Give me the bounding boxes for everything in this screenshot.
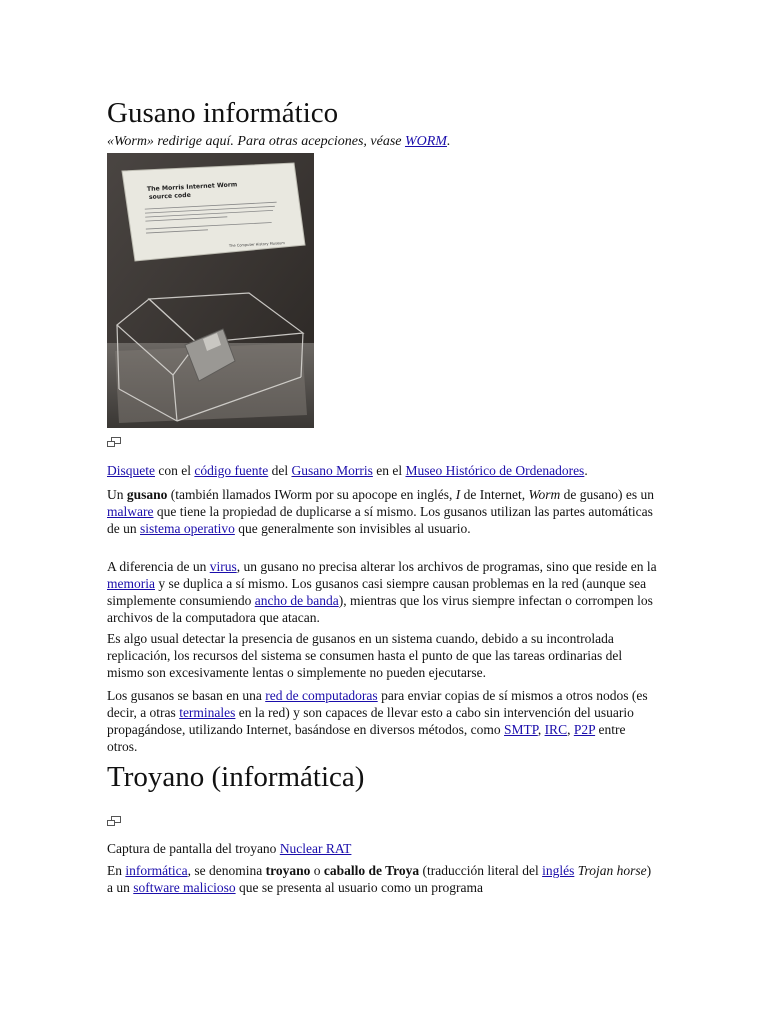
link-virus[interactable]: virus bbox=[209, 559, 237, 574]
link-sistema-operativo[interactable]: sistema operativo bbox=[140, 521, 235, 536]
magnify-clip-icon[interactable] bbox=[107, 437, 121, 447]
link-smtp[interactable]: SMTP bbox=[504, 722, 538, 737]
link-software-malicioso[interactable]: software malicioso bbox=[133, 880, 236, 895]
link-codigo-fuente[interactable]: código fuente bbox=[194, 463, 269, 478]
article-title-troyano: Troyano (informática) bbox=[107, 761, 365, 793]
link-nuclear-rat[interactable]: Nuclear RAT bbox=[279, 841, 352, 856]
placard-title-2: source code bbox=[148, 191, 192, 201]
link-gusano-morris[interactable]: Gusano Morris bbox=[291, 463, 373, 478]
link-memoria[interactable]: memoria bbox=[107, 576, 155, 591]
image-caption-gusano: Disquete con el código fuente del Gusano Morris en el Museo Histórico de Ordenadores. bbox=[107, 463, 588, 478]
link-worm[interactable]: WORM bbox=[404, 134, 447, 149]
link-informatica[interactable]: informática bbox=[125, 863, 188, 878]
magnify-clip-icon[interactable] bbox=[107, 816, 121, 826]
paragraph-deteccion: Es algo usual detectar la presencia de gusanos en un sistema cuando, debido a su incontrolada replicación, los recursos del sistema se consumen hasta el punto de que las tareas ordinarias del mismo son excesivamente lentas o simplemente no pueden ejecutarse. bbox=[107, 631, 623, 680]
link-ingles[interactable]: inglés bbox=[542, 863, 575, 878]
link-ancho-de-banda[interactable]: ancho de banda bbox=[254, 593, 339, 608]
link-terminales[interactable]: terminales bbox=[179, 705, 236, 720]
paragraph-propagacion: Los gusanos se basan en una red de computadoras para enviar copias de sí mismos a otros nodos (es decir, a otras terminales en la red) y son capaces de llevar esto a cabo sin intervención del usuario propagándose, utilizando Internet, basándose en diversos métodos, como SMTP, IRC, P2P entre otros. bbox=[107, 688, 648, 754]
link-disquete[interactable]: Disquete bbox=[107, 463, 155, 478]
link-malware[interactable]: malware bbox=[107, 504, 154, 519]
hatnote: «Worm» redirige aquí. Para otras acepciones, véase WORM. bbox=[107, 134, 451, 149]
link-irc[interactable]: IRC bbox=[544, 722, 568, 737]
placard-credit: The Computer History Museum bbox=[228, 241, 285, 248]
museum-placard bbox=[122, 163, 305, 261]
link-museo-historico[interactable]: Museo Histórico de Ordenadores bbox=[405, 463, 585, 478]
paragraph-definicion: Un gusano (también llamados IWorm por su apocope en inglés, I de Internet, Worm de gusano) es un malware que tiene la propiedad de duplicarse a sí mismo. Los gusanos utilizan las partes automáticas de un sistema operativo que generalmente son invisibles al usuario. bbox=[107, 487, 654, 536]
article-title-gusano: Gusano informático bbox=[107, 97, 339, 129]
placard-title-1: The Morris Internet Worm bbox=[146, 181, 238, 193]
paragraph-diferencia-virus: A diferencia de un virus, un gusano no precisa alterar los archivos de programas, sino que reside en la memoria y se duplica a sí mismo. Los gusanos casi siempre causan problemas en la red (aunque sea simplemente consumiendo ancho de banda), mientras que los virus siempre infectan o corrompen los archivos de la computadora que atacan. bbox=[107, 559, 657, 625]
morris-worm-floppy-photo bbox=[107, 153, 314, 428]
link-p2p[interactable]: P2P bbox=[573, 722, 596, 737]
paragraph-troyano-definicion: En informática, se denomina troyano o caballo de Troya (traducción literal del inglés Trojan horse) a un software malicioso que se presenta al usuario como un programa bbox=[107, 863, 652, 895]
image-caption-troyano: Captura de pantalla del troyano Nuclear RAT bbox=[107, 841, 352, 856]
link-red-de-computadoras[interactable]: red de computadoras bbox=[265, 688, 378, 703]
